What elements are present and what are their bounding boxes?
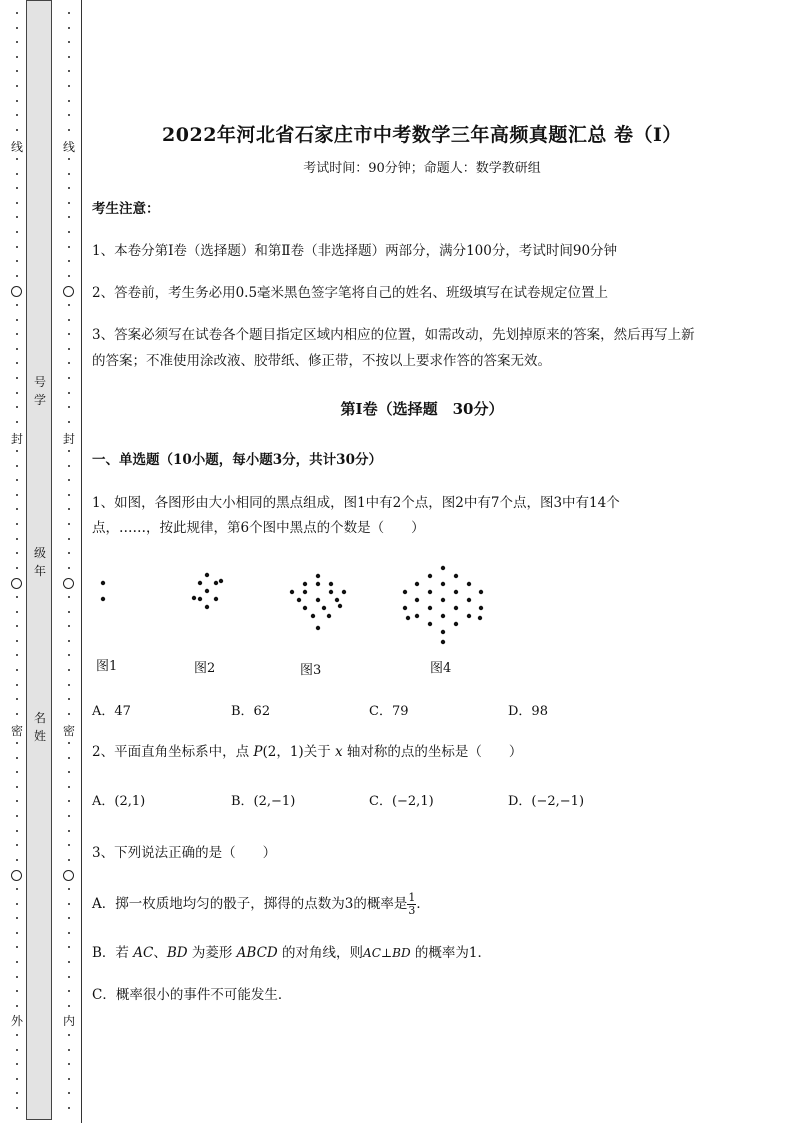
pattern-dot: [403, 590, 407, 594]
student-id-field: [27, 373, 53, 409]
margin-dot: [68, 815, 70, 817]
margin-dot: [68, 260, 70, 262]
margin-dot: [68, 275, 70, 277]
pattern-dot: [303, 582, 307, 586]
figure-label: 图3: [300, 663, 322, 678]
margin-dot: [68, 421, 70, 423]
q3-option-b-mid2: 的对角线，则: [277, 945, 364, 961]
margin-dot: [68, 1005, 70, 1007]
margin-dot: [68, 552, 70, 554]
margin-dot: [68, 158, 70, 160]
pattern-dot: [303, 606, 307, 610]
margin-dot: [16, 946, 18, 948]
margin-dot: [68, 932, 70, 934]
margin-dot: [16, 888, 18, 890]
margin-dot: [68, 742, 70, 744]
margin-dot: [68, 377, 70, 379]
margin-dot: [68, 202, 70, 204]
margin-dot: [16, 56, 18, 58]
pattern-dot: [478, 616, 482, 620]
pattern-dot: [441, 640, 445, 644]
pattern-dot: [403, 606, 407, 610]
margin-dot: [16, 231, 18, 233]
pattern-dot: [415, 582, 419, 586]
margin-dot: [16, 552, 18, 554]
margin-dot: [68, 1049, 70, 1051]
separator: 、: [153, 945, 167, 961]
margin-dot: [16, 830, 18, 832]
margin-dot: [16, 917, 18, 919]
margin-seal-char: 封: [10, 432, 23, 446]
margin-dot: [16, 465, 18, 467]
margin-dot: [68, 757, 70, 759]
margin-dot: [16, 216, 18, 218]
math-bd: BD: [166, 945, 188, 961]
pattern-dot: [479, 590, 483, 594]
margin-dot: [68, 523, 70, 525]
margin-dot: [68, 114, 70, 116]
notice-heading: 考生注意：: [92, 201, 160, 217]
margin-dot: [16, 246, 18, 248]
q3-option-c[interactable]: C．概率很小的事件不可能发生．: [92, 987, 292, 1003]
pattern-dot: [316, 626, 320, 630]
fraction-one-third: [407, 892, 416, 917]
margin-dot: [16, 713, 18, 715]
q2-stem-pre: 2、平面直角坐标系中，点: [92, 744, 254, 760]
margin-dot: [68, 698, 70, 700]
margin-dot: [16, 202, 18, 204]
margin-dot: [68, 800, 70, 802]
q1-dot-pattern-figures: [92, 560, 492, 652]
margin-dot: [16, 757, 18, 759]
margin-dot: [68, 946, 70, 948]
pattern-dot: [454, 606, 458, 610]
margin-dot: [16, 100, 18, 102]
notice-item-continued: 的答案；不准使用涂改液、胶带纸、修正带，不按以上要求作答的答案无效。: [92, 353, 551, 369]
pattern-dot: [415, 614, 419, 618]
q2-stem: [92, 739, 522, 765]
margin-dot: [16, 859, 18, 861]
margin-dot: [68, 976, 70, 978]
q3-option-a-text: A．掷一枚质地均匀的骰子，掷得的点数为3的概率是: [92, 896, 408, 912]
margin-seal-char: 密: [62, 724, 75, 738]
margin-dot: [16, 523, 18, 525]
margin-dot: [68, 27, 70, 29]
margin-dot: [16, 567, 18, 569]
margin-dot: [68, 830, 70, 832]
margin-dot: [16, 348, 18, 350]
margin-dot: [16, 611, 18, 613]
pattern-dot: [198, 597, 202, 601]
field-char: 姓: [33, 729, 46, 743]
pattern-dot: [329, 590, 333, 594]
q2-options: [92, 792, 752, 812]
margin-dot: [68, 348, 70, 350]
margin-dot: [68, 41, 70, 43]
margin-circle-mark: [11, 286, 22, 297]
notice-item: 2、答卷前，考生务必用0.5毫米黑色签字笔将自己的姓名、班级填写在试卷规定位置上: [92, 285, 609, 301]
option-a[interactable]: A．(2,1): [92, 794, 146, 809]
name-field: [27, 709, 53, 745]
margin-dot: [16, 27, 18, 29]
margin-seal-char: 线: [10, 140, 23, 154]
class-field: [27, 544, 53, 580]
pattern-dot: [329, 582, 333, 586]
margin-dot: [16, 479, 18, 481]
pattern-dot: [415, 598, 419, 602]
margin-dot: [16, 85, 18, 87]
margin-dot: [68, 479, 70, 481]
margin-dot: [68, 216, 70, 218]
margin-dot: [68, 187, 70, 189]
margin-dot: [68, 246, 70, 248]
margin-dot: [68, 450, 70, 452]
margin-dot: [16, 1092, 18, 1094]
margin-dot: [16, 640, 18, 642]
margin-dot: [16, 275, 18, 277]
margin-dot: [68, 465, 70, 467]
margin-dot: [16, 654, 18, 656]
margin-dot: [68, 1107, 70, 1109]
q3-option-a-end: ．: [416, 896, 430, 912]
field-char: 学: [33, 393, 46, 407]
margin-dot: [16, 903, 18, 905]
margin-dot: [16, 844, 18, 846]
field-char: 号: [33, 375, 46, 389]
pattern-dot: [205, 605, 209, 609]
q3-option-a[interactable]: [92, 889, 430, 919]
field-char: 级: [33, 546, 46, 560]
margin-dot: [68, 392, 70, 394]
margin-dot: [68, 173, 70, 175]
margin-dot: [16, 932, 18, 934]
notice-item: 3、答案必须写在试卷各个题目指定区域内相应的位置，如需改动，先划掉原来的答案，然后再写上新: [92, 327, 695, 343]
option-d[interactable]: D．(−2,−1): [508, 794, 585, 809]
margin-dot: [68, 640, 70, 642]
margin-dot: [16, 786, 18, 788]
margin-dot: [16, 333, 18, 335]
margin-dot: [68, 333, 70, 335]
option-c[interactable]: C．79: [369, 704, 409, 719]
exam-title: 2022年河北省石家庄市中考数学三年高频真题汇总 卷（Ⅰ）: [162, 124, 682, 146]
q2-point-coords: (2，1): [262, 744, 304, 760]
margin-dot: [16, 114, 18, 116]
margin-circle-mark: [63, 578, 74, 589]
margin-dot: [16, 684, 18, 686]
margin-dot: [16, 12, 18, 14]
notice-item: 1、本卷分第Ⅰ卷（选择题）和第Ⅱ卷（非选择题）两部分，满分100分，考试时间90分钟: [92, 243, 618, 259]
margin-dot: [68, 304, 70, 306]
margin-dot: [68, 1092, 70, 1094]
margin-dot: [16, 538, 18, 540]
margin-dot: [16, 669, 18, 671]
field-char: 名: [33, 711, 46, 725]
figure-label: 图2: [194, 661, 216, 676]
student-info-strip: [26, 0, 52, 1120]
figure-label: 图1: [96, 659, 118, 674]
margin-dot: [16, 187, 18, 189]
margin-dot: [16, 742, 18, 744]
margin-dot: [68, 625, 70, 627]
pattern-dot: [214, 581, 218, 585]
margin-dot: [68, 654, 70, 656]
pattern-dot: [214, 597, 218, 601]
margin-dot: [16, 1107, 18, 1109]
outer-dotted-line: [10, 8, 24, 1118]
margin-dot: [68, 596, 70, 598]
pattern-dot: [454, 622, 458, 626]
math-ac: AC: [133, 945, 154, 961]
q3-option-b-pre: B．若: [92, 945, 134, 961]
pattern-dot: [316, 598, 320, 602]
pattern-dot: [101, 597, 105, 601]
margin-dot: [68, 70, 70, 72]
margin-dot: [68, 1063, 70, 1065]
margin-dot: [68, 85, 70, 87]
q1-options: [92, 702, 752, 722]
margin-dot: [16, 304, 18, 306]
field-char: 年: [33, 564, 46, 578]
pattern-dot: [338, 604, 342, 608]
margin-dot: [16, 815, 18, 817]
pattern-dot: [441, 582, 445, 586]
margin-dot: [68, 100, 70, 102]
figure-label: 图4: [430, 661, 452, 676]
pattern-dot: [428, 574, 432, 578]
q2-point-name: P: [253, 744, 263, 760]
margin-dot: [16, 1078, 18, 1080]
pattern-dot: [198, 581, 202, 585]
pattern-dot: [205, 589, 209, 593]
pattern-dot: [219, 579, 223, 583]
pattern-dot: [205, 573, 209, 577]
option-d[interactable]: D．98: [508, 704, 548, 719]
fraction-denominator: 3: [408, 904, 416, 917]
binding-margin: [0, 0, 82, 1123]
margin-dot: [68, 538, 70, 540]
option-a[interactable]: A．47: [92, 704, 131, 719]
pattern-dot: [441, 598, 445, 602]
margin-circle-mark: [63, 870, 74, 881]
margin-seal-char: 外: [10, 1014, 23, 1028]
margin-dot: [16, 70, 18, 72]
margin-seal-char: 密: [10, 724, 23, 738]
margin-circle-mark: [11, 578, 22, 589]
margin-dot: [16, 771, 18, 773]
q1-stem-line1: 1、如图，各图形由大小相同的黑点组成，图1中有2个点，图2中有7个点，图3中有14个: [92, 495, 620, 511]
fraction-numerator: 1: [408, 891, 416, 904]
margin-dot: [16, 1005, 18, 1007]
margin-dot: [68, 362, 70, 364]
margin-dot: [16, 976, 18, 978]
margin-dot: [16, 698, 18, 700]
pattern-dot: [303, 590, 307, 594]
pattern-dot: [467, 582, 471, 586]
pattern-dot: [441, 566, 445, 570]
margin-dot: [16, 450, 18, 452]
margin-dot: [68, 508, 70, 510]
margin-dot: [68, 406, 70, 408]
pattern-dot: [290, 590, 294, 594]
pattern-dot: [454, 590, 458, 594]
pattern-dot: [192, 596, 196, 600]
q2-stem-post: 轴对称的点的坐标是（ ）: [342, 744, 523, 760]
margin-dot: [68, 713, 70, 715]
pattern-dot: [479, 606, 483, 610]
margin-dot: [16, 362, 18, 364]
margin-dot: [16, 129, 18, 131]
pattern-dot: [322, 606, 326, 610]
pattern-dot: [454, 574, 458, 578]
pattern-dot: [441, 614, 445, 618]
pattern-dot: [406, 616, 410, 620]
margin-seal-char: 内: [62, 1014, 75, 1028]
margin-seal-char: 封: [62, 432, 75, 446]
pattern-dot: [428, 590, 432, 594]
option-b[interactable]: B．62: [231, 704, 271, 719]
margin-dot: [16, 1049, 18, 1051]
margin-dot: [16, 800, 18, 802]
margin-dot: [68, 1078, 70, 1080]
margin-seal-char: 线: [62, 140, 75, 154]
section-title: 第Ⅰ卷（选择题 30分）: [340, 400, 504, 418]
margin-dot: [68, 129, 70, 131]
margin-dot: [68, 844, 70, 846]
binding-rule-line: [81, 0, 82, 1123]
margin-dot: [68, 859, 70, 861]
pattern-dot: [428, 622, 432, 626]
pattern-dot: [327, 614, 331, 618]
part-heading: 一、单选题（10小题，每小题3分，共计30分）: [92, 452, 382, 468]
margin-dot: [68, 669, 70, 671]
inner-dotted-line: [62, 8, 76, 1118]
margin-dot: [16, 990, 18, 992]
margin-dot: [16, 421, 18, 423]
pattern-dot: [101, 581, 105, 585]
margin-dot: [16, 961, 18, 963]
q2-axis-name: x: [335, 744, 343, 760]
margin-dot: [16, 260, 18, 262]
pattern-dot: [311, 614, 315, 618]
margin-dot: [68, 917, 70, 919]
q3-option-b-mid: 为菱形: [187, 945, 237, 961]
margin-dot: [68, 611, 70, 613]
q1-stem-line2: 点，……，按此规律，第6个图中黑点的个数是（ ）: [92, 520, 425, 536]
margin-dot: [16, 1034, 18, 1036]
margin-dot: [68, 771, 70, 773]
margin-dot: [16, 596, 18, 598]
margin-dot: [16, 41, 18, 43]
margin-dot: [68, 494, 70, 496]
margin-dot: [68, 56, 70, 58]
margin-circle-mark: [63, 286, 74, 297]
pattern-dot: [316, 574, 320, 578]
margin-dot: [68, 786, 70, 788]
margin-dot: [16, 392, 18, 394]
margin-dot: [16, 494, 18, 496]
margin-dot: [68, 961, 70, 963]
exam-subtitle: 考试时间：90分钟；命题人：数学教研组: [303, 161, 541, 176]
pattern-dot: [335, 598, 339, 602]
pattern-dot: [316, 582, 320, 586]
math-ac-perp-bd: AC⊥BD: [363, 946, 411, 960]
margin-dot: [16, 319, 18, 321]
margin-dot: [68, 990, 70, 992]
q2-stem-mid: 关于: [303, 744, 335, 760]
margin-dot: [16, 1063, 18, 1065]
margin-dot: [68, 1034, 70, 1036]
margin-dot: [68, 684, 70, 686]
pattern-dot: [428, 606, 432, 610]
margin-dot: [68, 567, 70, 569]
margin-dot: [16, 406, 18, 408]
math-abcd: ABCD: [236, 945, 278, 961]
q3-stem: 3、下列说法正确的是（ ）: [92, 845, 277, 861]
margin-dot: [68, 231, 70, 233]
margin-circle-mark: [11, 870, 22, 881]
pattern-dot: [467, 598, 471, 602]
margin-dot: [68, 12, 70, 14]
margin-dot: [16, 173, 18, 175]
margin-dot: [68, 888, 70, 890]
margin-dot: [68, 903, 70, 905]
margin-dot: [16, 625, 18, 627]
pattern-dot: [342, 590, 346, 594]
pattern-dot: [467, 614, 471, 618]
margin-dot: [16, 377, 18, 379]
option-b[interactable]: B．(2,−1): [231, 794, 296, 809]
margin-dot: [16, 158, 18, 160]
margin-dot: [68, 319, 70, 321]
q3-option-b[interactable]: [92, 940, 491, 966]
margin-dot: [16, 508, 18, 510]
option-c[interactable]: C．(−2,1): [369, 794, 434, 809]
q3-option-b-post: 的概率为1．: [410, 945, 491, 961]
pattern-dot: [297, 598, 301, 602]
pattern-dot: [441, 630, 445, 634]
